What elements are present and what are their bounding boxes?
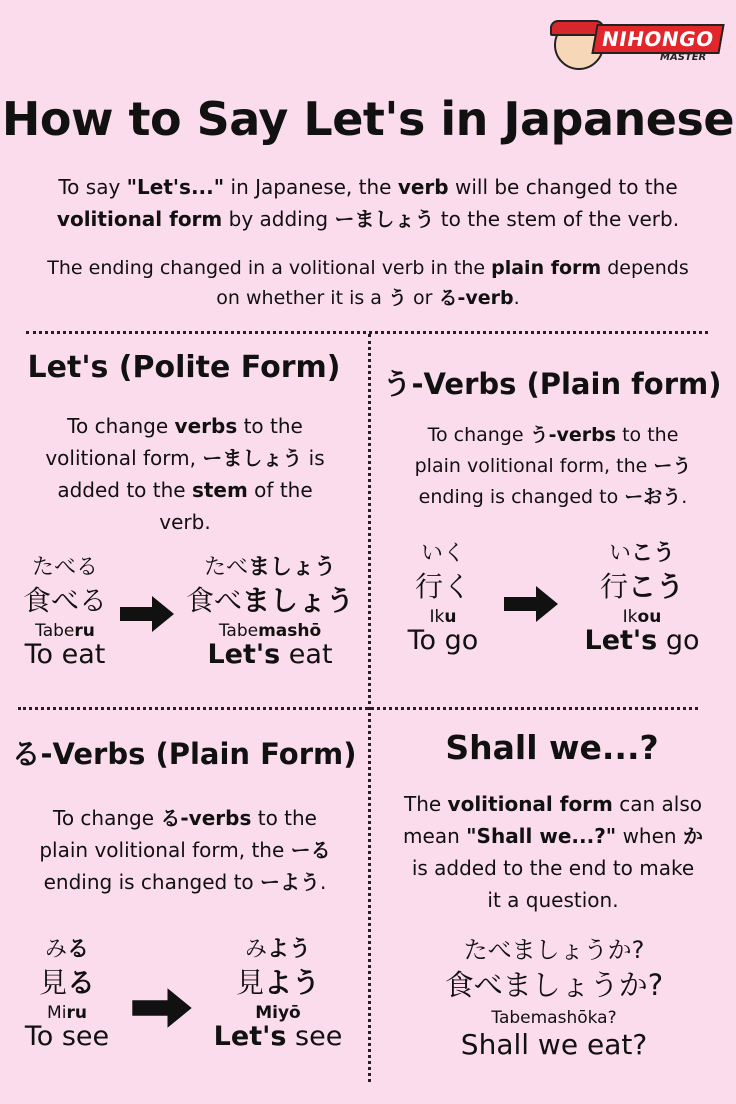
polite-example-to: たべましょう 食べましょう Tabemashō Let's eat <box>185 555 355 670</box>
shall-we-example: たべましょうか? 食べましょうか? Tabemashōka? Shall we eat? <box>444 936 664 1061</box>
u-verbs-title: う-Verbs (Plain form) <box>382 367 722 401</box>
ru-verbs-description: To change る-verbs to the plain volitional form, the ーる ending is changed to ーよう. <box>39 806 331 894</box>
intro-paragraph-2: The ending changed in a volitional verb in the plain form depends on whether it is a う or る-verb. <box>47 257 689 309</box>
right-arrow-icon <box>504 584 558 624</box>
shall-we-title: Shall we...? <box>445 728 659 767</box>
divider-vertical <box>368 334 371 1082</box>
page-title: How to Say Let's in Japanese <box>1 92 735 146</box>
polite-example-from: たべる 食べる Taberu To eat <box>22 555 107 670</box>
logo-brand: NIHONGO <box>591 24 724 54</box>
right-arrow-icon <box>132 986 192 1030</box>
logo-sub: MASTER <box>660 52 707 63</box>
polite-form-description: To change verbs to the volitional form, ーましょう is added to the stem of the verb. <box>45 414 325 534</box>
polite-form-title: Let's (Polite Form) <box>27 350 341 385</box>
right-arrow-icon <box>120 594 174 634</box>
divider-middle <box>18 707 698 710</box>
shall-we-description: The volitional form can also mean "Shall we...?" when か is added to the end to make it a question. <box>403 792 703 912</box>
u-example-from: いく 行く Iku To go <box>407 541 479 656</box>
nihongo-master-logo <box>550 14 716 70</box>
ru-example-from: みる 見る Miru To see <box>24 937 110 1052</box>
ru-verbs-title: る-Verbs (Plain Form) <box>11 737 357 771</box>
u-verbs-description: To change う-verbs to the plain volitional form, the ーう ending is changed to ーおう. <box>414 424 692 508</box>
divider-top <box>26 331 708 334</box>
ru-example-to: みよう 見よう Miyō Let's see <box>213 937 343 1052</box>
u-example-to: いこう 行こう Ikou Let's go <box>584 541 700 656</box>
intro-paragraph-1: To say "Let's..." in Japanese, the verb will be changed to the volitional form by adding ーましょう to the stem of the verb. <box>56 175 680 231</box>
